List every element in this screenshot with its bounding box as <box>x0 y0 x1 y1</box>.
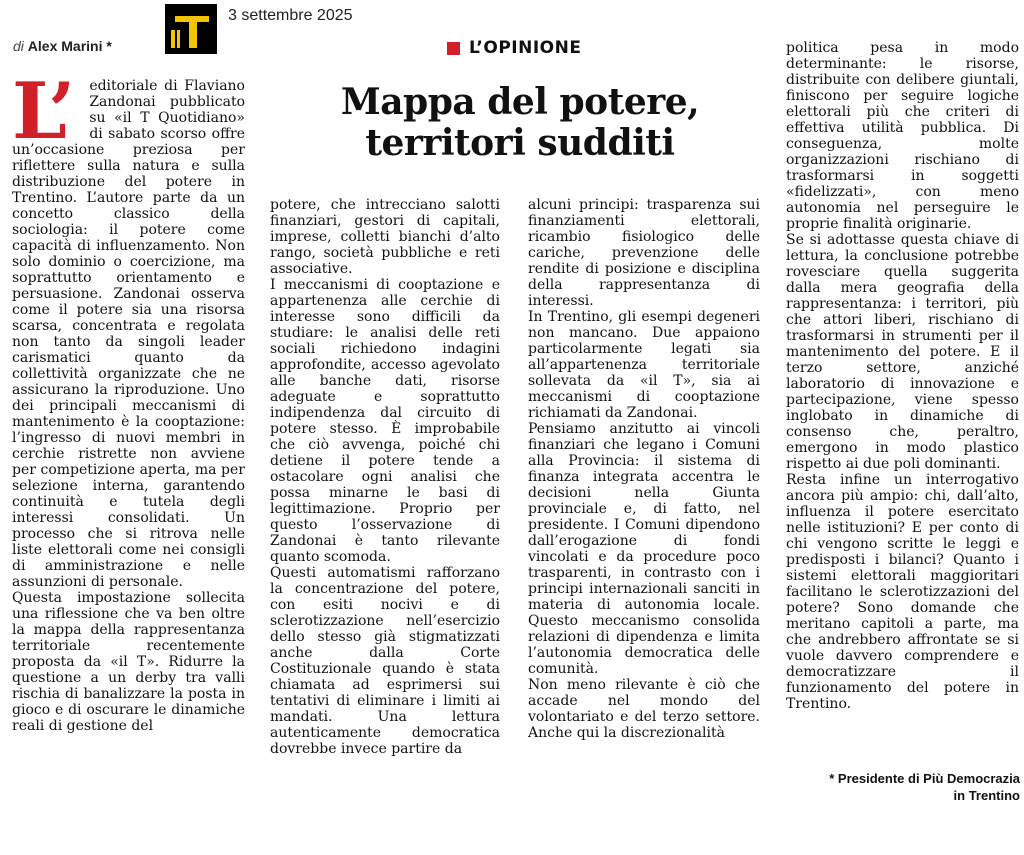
author-name: Alex Marini * <box>27 38 112 54</box>
paragraph: In Trentino, gli esempi degeneri non mancano. Due appaiono particolarmente legati sia all’appartenenza territoriale sollevata da «il T», sia ai meccanismi di cooptazione richiamati da Zandonai. <box>528 309 760 421</box>
paragraph: Pensiamo anzitutto ai vincoli finanziari che legano i Comuni alla Provincia: il sistema di finanza integrata accentra le decisioni nella Giunta provinciale e, di fatto, nel presidente. I Comuni dipendono dall’erogazione di fondi vincolati e da procedure poco trasparenti, in contrasto con i principi internazionali sanciti in materia di autonomia locale. Questo meccanismo consolida relazioni di dipendenza e limita l’autonomia democratica delle comunità. <box>528 421 760 677</box>
signature-line: in Trentino <box>953 788 1020 803</box>
article-column-4 <box>786 40 1019 770</box>
paragraph <box>12 78 245 590</box>
drop-cap: L’ <box>12 78 76 157</box>
section-label <box>447 38 581 58</box>
paragraph: potere, che intrecciano salotti finanziari, gestori di capitali, imprese, colletti bianchi d’alto rango, società pubbliche e reti associative. <box>270 197 500 277</box>
section-square-icon <box>447 42 460 55</box>
byline <box>13 38 112 54</box>
headline: Mappa del potere, territori sudditi <box>340 81 700 164</box>
paragraph: Questi automatismi rafforzano la concentrazione del potere, con esiti nocivi e di sclerotizzazione nell’esercizio dello stesso già stigmatizzati anche dalla Corte Costituzionale quando è stata chiamata ad esprimersi sui tentativi di eliminare i limiti ai mandati. Una lettura autenticamente democratica dovrebbe invece partire da <box>270 565 500 757</box>
paragraph-text: editoriale di Flaviano Zandonai pubblicato su «il T Quotidiano» di sabato scorso offre un’occasione preziosa per riflettere sulla natura e sulla distribuzione del potere in Trentino. L’autore parte da un concetto classico della sociologia: il potere come capacità di influenzamento. Non solo dominio o coercizione, ma soprattutto orientamento e persuasione. Zandonai osserva come il potere sia una risorsa scarsa, concentrata e regolata non tanto da singoli leader carismatici quanto da collettività organizzate che ne assicurano la riproduzione. Uno dei principali meccanismi di mantenimento è la cooptazione: l’ingresso di nuovi membri in cerchie ristrette non avviene per competizione aperta, ma per selezione interna, garantendo continuità e tutela degli interessi consolidati. Un processo che si ritrova nelle liste elettorali come nei consigli di amministrazione e nelle assunzioni di personale. <box>12 78 245 590</box>
il-t-logo-icon <box>167 10 215 54</box>
paragraph: politica pesa in modo determinante: le risorse, distribuite con delibere giuntali, finiscono per seguire logiche elettorali più che criteri di effettiva utilità pubblica. Di conseguenza, molte organizzazioni rischiano di trasformarsi in soggetti «fidelizzati», con meno autonomia nel perseguire le proprie finalità originarie. <box>786 40 1019 232</box>
section-title: L’OPINIONE <box>469 38 582 58</box>
publication-date: 3 settembre 2025 <box>228 7 353 24</box>
newspaper-logo <box>165 4 217 54</box>
article-column-1 <box>12 78 245 811</box>
byline-prefix: di <box>13 38 24 54</box>
article-column-2 <box>270 197 500 811</box>
paragraph: Se si adottasse questa chiave di lettura, la conclusione potrebbe rovesciare quella suggerita dalla mera geografia della rappresentanza: i territori, più che attori liberi, rischiano di trasformarsi in strumenti per il mantenimento del potere. E il terzo settore, anziché laboratorio di innovazione e partecipazione, viene spesso inglobato in dinamiche di consenso che, peraltro, emergono in modo plastico rispetto ai due poli dominanti. <box>786 232 1019 472</box>
signature-line: * Presidente di Più Democrazia <box>829 771 1020 786</box>
paragraph: alcuni principi: trasparenza sui finanziamenti elettorali, ricambio fisiologico delle cariche, prevenzione delle rendite di posizione e disciplina della rappresentanza di interessi. <box>528 197 760 309</box>
paragraph: Non meno rilevante è ciò che accade nel mondo del volontariato e del terzo settore. Anche qui la discrezionalità <box>528 677 760 741</box>
paragraph: Questa impostazione sollecita una riflessione che va ben oltre la mappa della rappresentanza territoriale recentemente proposta da «il T». Ridurre la questione a un derby tra valli rischia di banalizzare la posta in gioco e di oscurare le dinamiche reali di gestione del <box>12 590 245 734</box>
author-signature <box>780 770 1020 804</box>
article-column-3 <box>528 197 760 811</box>
paragraph: I meccanismi di cooptazione e appartenenza alle cerchie di interesse sono difficili da studiare: le analisi delle reti sociali richiedono indagini approfondite, accesso agevolato alle banche dati, risorse adeguate e soprattutto indipendenza dal circuito di potere stesso. È improbabile che ciò avvenga, poiché chi detiene il potere tende a ostacolare ogni analisi che possa minarne le basi di legittimazione. Proprio per questo l’osservazione di Zandonai è tanto rilevante quanto scomoda. <box>270 277 500 565</box>
paragraph: Resta infine un interrogativo ancora più ampio: chi, dall’alto, influenza il potere esercitato nelle istituzioni? E per conto di chi vengono scritte le leggi e predisposti i bilanci? Quanto i sistemi elettorali maggioritari facilitano le sclerotizzazioni del potere? Sono domande che meritano capitoli a parte, ma che andrebbero affrontate se si vuole davvero comprendere e democratizzare il funzionamento del potere in Trentino. <box>786 472 1019 712</box>
